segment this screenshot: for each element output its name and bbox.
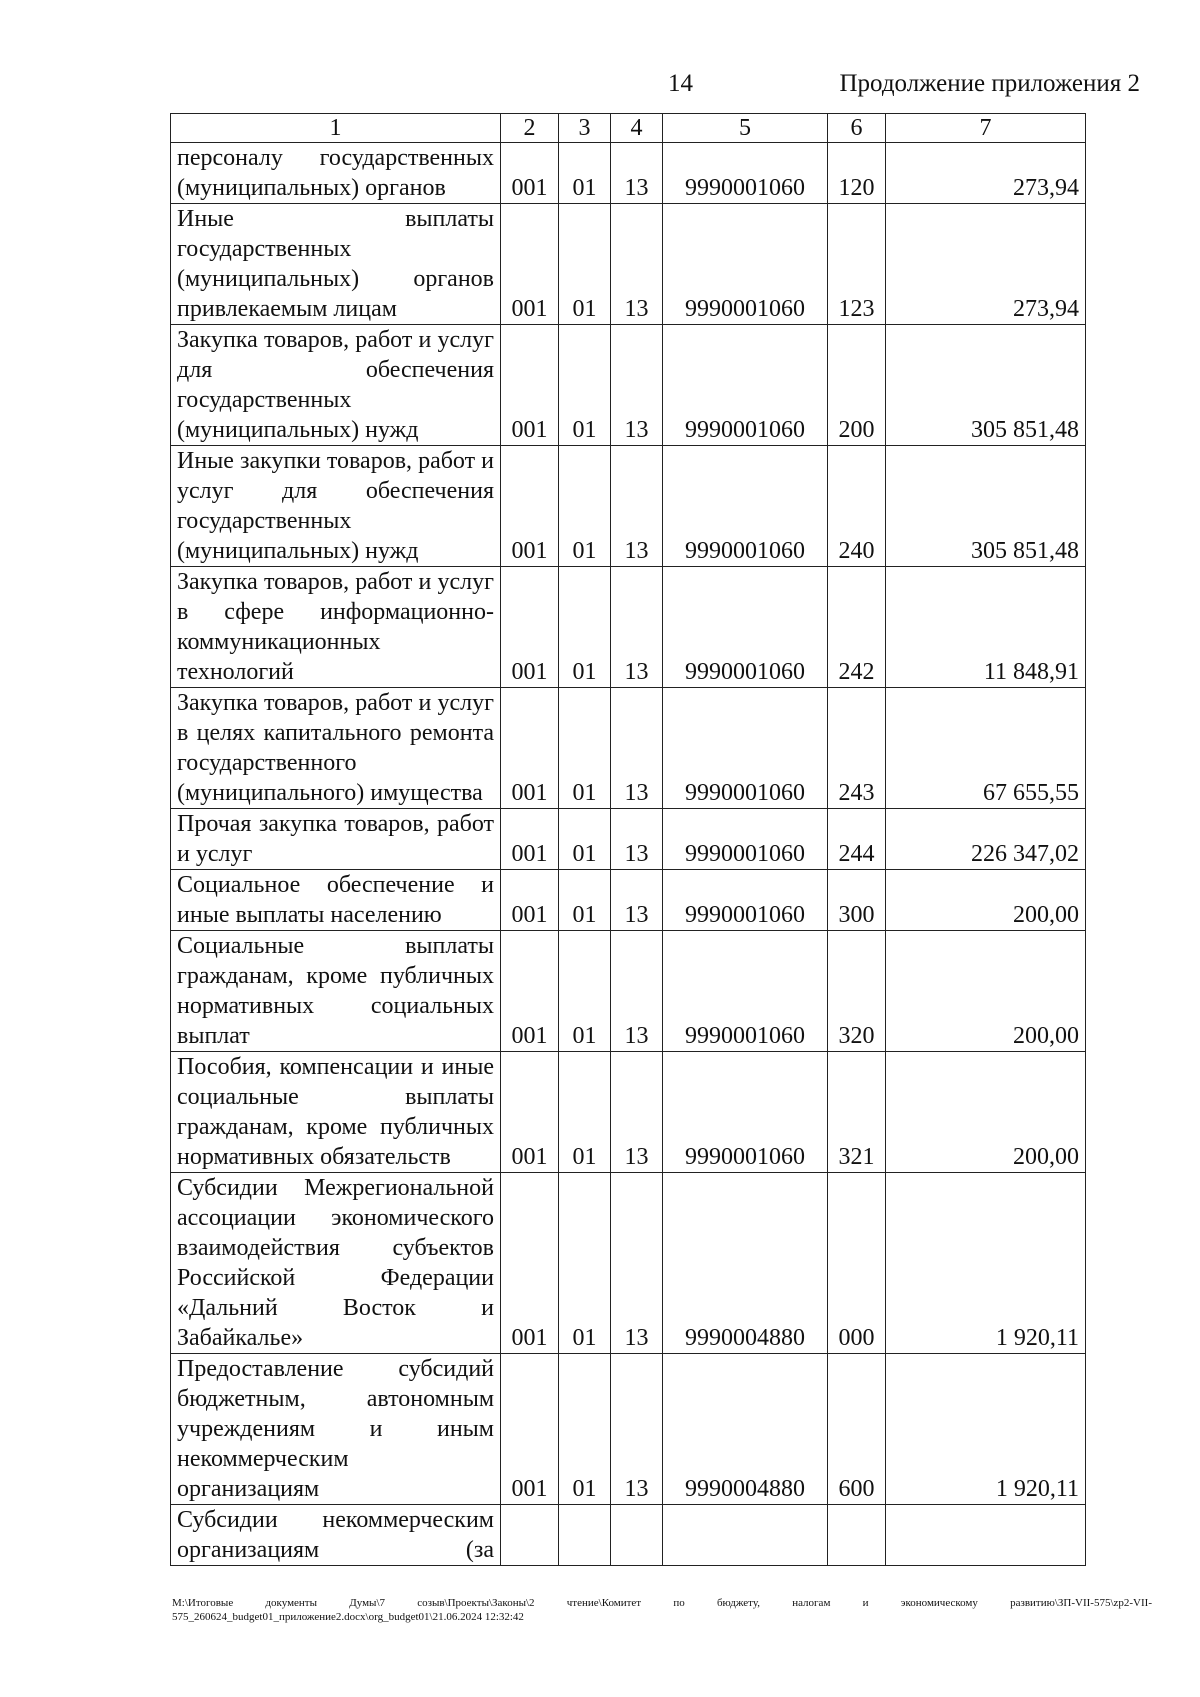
row-code-target: 9990001060 <box>663 931 828 1052</box>
row-amount: 305 851,48 <box>886 325 1086 446</box>
row-code-ministry: 001 <box>501 931 559 1052</box>
table-row <box>171 446 1086 567</box>
row-code-subsection: 13 <box>611 567 663 688</box>
row-description: Закупка товаров, работ и услуг в целях капитального ремонта государственного (муниципального) имущества <box>171 688 501 809</box>
row-code-expense-type: 123 <box>828 204 886 325</box>
row-description: Закупка товаров, работ и услуг в сфере информационно-коммуникационных технологий <box>171 567 501 688</box>
row-amount: 200,00 <box>886 870 1086 931</box>
row-code-ministry: 001 <box>501 688 559 809</box>
row-code-section: 01 <box>559 1354 611 1505</box>
row-amount: 11 848,91 <box>886 567 1086 688</box>
column-header-5: 5 <box>663 114 828 143</box>
row-amount: 200,00 <box>886 931 1086 1052</box>
row-code-ministry: 001 <box>501 325 559 446</box>
row-code-ministry: 001 <box>501 809 559 870</box>
row-description: персоналу государственных (муниципальных) органов <box>171 143 501 204</box>
row-code-expense-type: 244 <box>828 809 886 870</box>
column-header-6: 6 <box>828 114 886 143</box>
row-amount: 1 920,11 <box>886 1354 1086 1505</box>
table-row <box>171 1173 1086 1354</box>
row-code-expense-type: 242 <box>828 567 886 688</box>
header-row <box>171 114 1086 143</box>
row-code-expense-type: 200 <box>828 325 886 446</box>
row-code-subsection: 13 <box>611 931 663 1052</box>
row-code-target: 9990001060 <box>663 204 828 325</box>
row-code-subsection <box>611 1505 663 1566</box>
table-row <box>171 870 1086 931</box>
row-code-ministry: 001 <box>501 567 559 688</box>
row-code-section: 01 <box>559 931 611 1052</box>
row-code-section: 01 <box>559 204 611 325</box>
row-code-section: 01 <box>559 143 611 204</box>
row-code-section: 01 <box>559 688 611 809</box>
row-code-section: 01 <box>559 325 611 446</box>
row-code-subsection: 13 <box>611 325 663 446</box>
row-code-subsection: 13 <box>611 809 663 870</box>
row-amount: 67 655,55 <box>886 688 1086 809</box>
row-code-expense-type: 600 <box>828 1354 886 1505</box>
row-code-ministry: 001 <box>501 1052 559 1173</box>
row-code-ministry: 001 <box>501 143 559 204</box>
row-description: Социальные выплаты гражданам, кроме публичных нормативных социальных выплат <box>171 931 501 1052</box>
row-code-subsection: 13 <box>611 446 663 567</box>
row-description: Предоставление субсидий бюджетным, автономным учреждениям и иным некоммерческим организациям <box>171 1354 501 1505</box>
table-row <box>171 1354 1086 1505</box>
table-row <box>171 1505 1086 1566</box>
row-amount: 273,94 <box>886 143 1086 204</box>
row-code-target: 9990001060 <box>663 567 828 688</box>
row-code-subsection: 13 <box>611 204 663 325</box>
column-header-3: 3 <box>559 114 611 143</box>
row-code-target <box>663 1505 828 1566</box>
row-code-expense-type: 240 <box>828 446 886 567</box>
row-code-subsection: 13 <box>611 870 663 931</box>
row-code-target: 9990001060 <box>663 688 828 809</box>
row-amount: 305 851,48 <box>886 446 1086 567</box>
row-code-target: 9990001060 <box>663 325 828 446</box>
row-code-ministry: 001 <box>501 446 559 567</box>
row-code-section: 01 <box>559 446 611 567</box>
row-code-expense-type: 321 <box>828 1052 886 1173</box>
table-row <box>171 143 1086 204</box>
row-description: Прочая закупка товаров, работ и услуг <box>171 809 501 870</box>
row-code-ministry: 001 <box>501 204 559 325</box>
row-code-expense-type: 243 <box>828 688 886 809</box>
page-number: 14 <box>668 70 693 97</box>
row-amount: 1 920,11 <box>886 1173 1086 1354</box>
table-row <box>171 204 1086 325</box>
row-code-expense-type: 120 <box>828 143 886 204</box>
row-code-ministry <box>501 1505 559 1566</box>
table-row <box>171 809 1086 870</box>
column-header-1: 1 <box>171 114 501 143</box>
row-description: Социальное обеспечение и иные выплаты населению <box>171 870 501 931</box>
row-code-section: 01 <box>559 1173 611 1354</box>
row-amount: 273,94 <box>886 204 1086 325</box>
row-code-target: 9990004880 <box>663 1173 828 1354</box>
row-code-section <box>559 1505 611 1566</box>
row-code-target: 9990001060 <box>663 446 828 567</box>
row-code-subsection: 13 <box>611 143 663 204</box>
document-path-footer: M:\Итоговые документы Думы\7 созыв\Проекты\Законы\2 чтение\Комитет по бюджету, налогам и экономическому развитию\ЗП-VII-575\zp2-VII-575_260624_budget01_приложение2.docx\org_budget01\21.06.2024 12:32:42 <box>172 1597 1152 1623</box>
row-code-expense-type <box>828 1505 886 1566</box>
row-code-ministry: 001 <box>501 1173 559 1354</box>
row-code-target: 9990004880 <box>663 1354 828 1505</box>
budget-table <box>170 113 1086 1566</box>
row-amount: 226 347,02 <box>886 809 1086 870</box>
row-code-expense-type: 300 <box>828 870 886 931</box>
row-code-target: 9990001060 <box>663 143 828 204</box>
row-code-subsection: 13 <box>611 1052 663 1173</box>
row-description: Закупка товаров, работ и услуг для обеспечения государственных (муниципальных) нужд <box>171 325 501 446</box>
row-code-subsection: 13 <box>611 688 663 809</box>
appendix-continuation-label: Продолжение приложения 2 <box>839 70 1140 97</box>
row-code-ministry: 001 <box>501 870 559 931</box>
column-header-4: 4 <box>611 114 663 143</box>
table-row <box>171 567 1086 688</box>
row-code-subsection: 13 <box>611 1354 663 1505</box>
row-code-subsection: 13 <box>611 1173 663 1354</box>
table-row <box>171 1052 1086 1173</box>
table-row <box>171 688 1086 809</box>
row-amount: 200,00 <box>886 1052 1086 1173</box>
row-description: Субсидии Межрегиональной ассоциации экономического взаимодействия субъектов Российской Федерации «Дальний Восток и Забайкалье» <box>171 1173 501 1354</box>
row-amount <box>886 1505 1086 1566</box>
row-code-section: 01 <box>559 1052 611 1173</box>
row-description: Субсидии некоммерческим организациям (за <box>171 1505 501 1566</box>
row-code-target: 9990001060 <box>663 809 828 870</box>
row-code-ministry: 001 <box>501 1354 559 1505</box>
row-code-target: 9990001060 <box>663 1052 828 1173</box>
row-code-target: 9990001060 <box>663 870 828 931</box>
row-description: Иные выплаты государственных (муниципальных) органов привлекаемым лицам <box>171 204 501 325</box>
row-code-section: 01 <box>559 870 611 931</box>
row-code-expense-type: 000 <box>828 1173 886 1354</box>
row-description: Пособия, компенсации и иные социальные выплаты гражданам, кроме публичных нормативных обязательств <box>171 1052 501 1173</box>
table-row <box>171 931 1086 1052</box>
row-code-section: 01 <box>559 809 611 870</box>
column-header-7: 7 <box>886 114 1086 143</box>
table-row <box>171 325 1086 446</box>
row-code-section: 01 <box>559 567 611 688</box>
row-code-expense-type: 320 <box>828 931 886 1052</box>
row-description: Иные закупки товаров, работ и услуг для обеспечения государственных (муниципальных) нужд <box>171 446 501 567</box>
column-header-2: 2 <box>501 114 559 143</box>
